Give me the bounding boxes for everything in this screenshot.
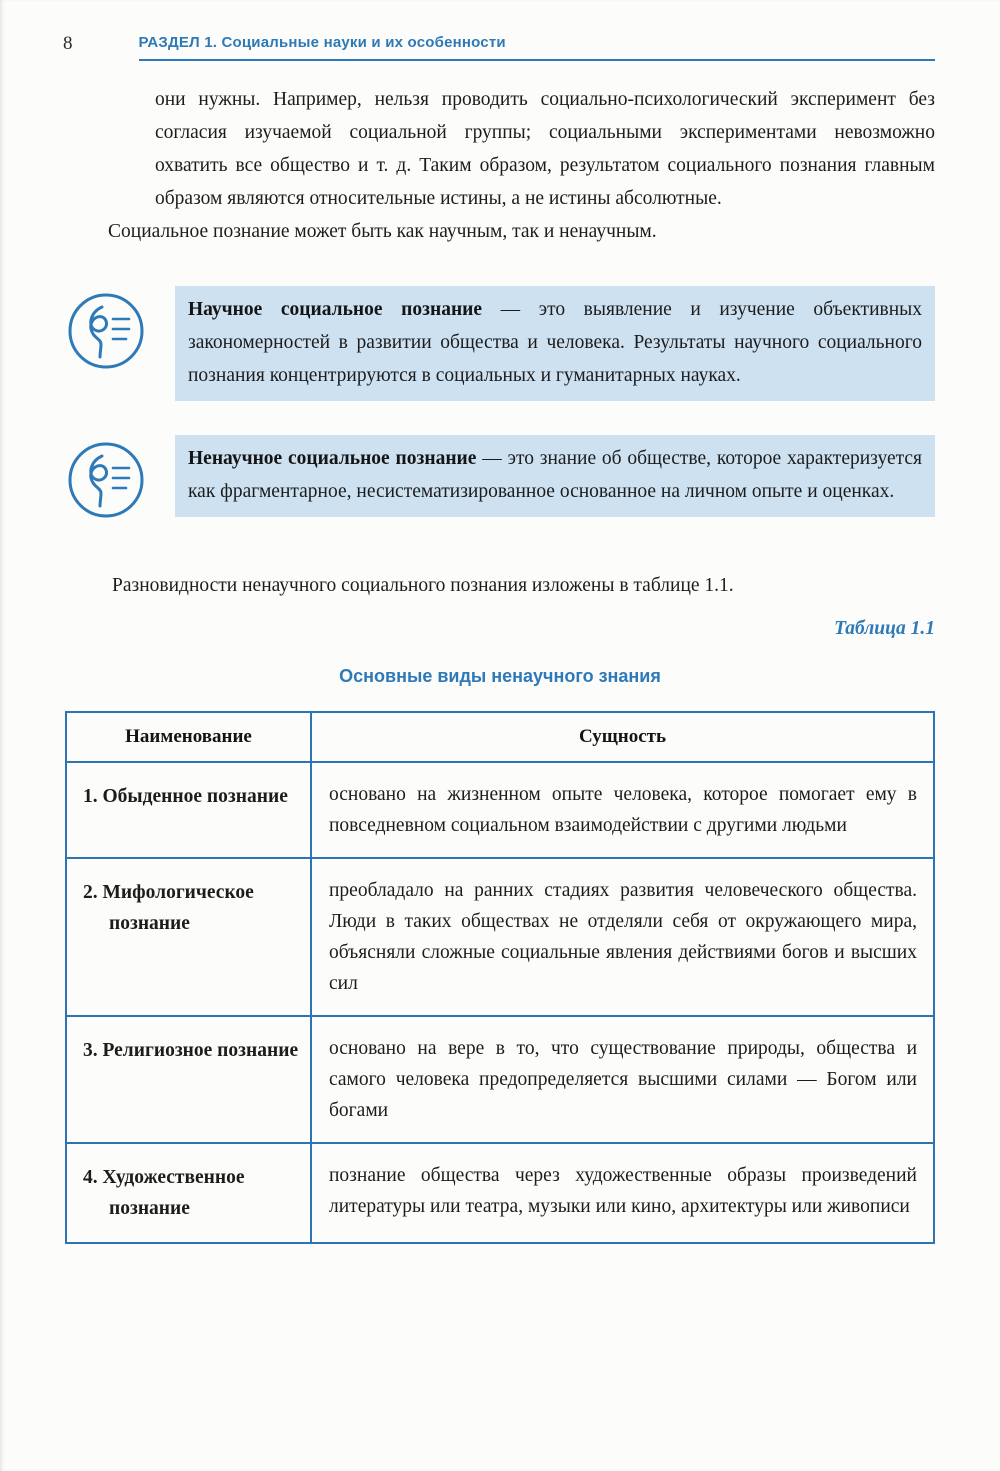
row-essence: основано на жизненном опыте человека, которое помогает ему в повседневном социальном взаимодействии с другими людьми (311, 762, 934, 858)
row-name: 2. Мифологическое познание (66, 858, 311, 1016)
paragraph: Разновидности ненаучного социального познания изложены в таблице 1.1. (112, 575, 734, 596)
table-row (66, 858, 934, 1016)
running-header-text: РАЗДЕЛ 1. Социальные науки и их особенности (138, 34, 506, 51)
column-header-essence: Сущность (311, 712, 934, 762)
column-header-name: Наименование (66, 712, 311, 762)
page-header (0, 0, 1000, 61)
table-caption: Таблица 1.1 (834, 618, 935, 639)
row-name: 1. Обыденное познание (66, 762, 311, 858)
paragraph: Социальное познание может быть как научным, так и ненаучным. (108, 221, 657, 242)
table-row (66, 1016, 934, 1143)
table-header-row (66, 712, 934, 762)
paragraph-continued: они нужны. Например, нельзя проводить социально-психологический эксперимент без согласия изучаемой социальной группы; социальными экспериментами невозможно охватить все общество и т. д. Таким образом, результатом социального познания главным образом являются относительные истины, а не истины абсолютные. (155, 89, 935, 209)
table-row (66, 762, 934, 858)
definition-box-nonscientific (65, 435, 935, 521)
page-number: 8 (63, 33, 73, 54)
running-header (139, 34, 936, 61)
table-row (66, 1143, 934, 1243)
row-name: 3. Религиозное познание (66, 1016, 311, 1143)
nonscientific-knowledge-table (65, 711, 935, 1244)
row-essence: основано на вере в то, что существование природы, общества и самого человека предопределяется высшими силами — Богом или богами (311, 1016, 934, 1143)
definition-text (175, 286, 935, 401)
row-essence: познание общества через художественные образы произведений литературы или театра, музыки или кино, архитектуры или живописи (311, 1143, 934, 1243)
knot-icon (65, 290, 147, 372)
definition-text (175, 435, 935, 517)
definition-box-scientific (65, 286, 935, 401)
row-essence: преобладало на ранних стадиях развития человеческого общества. Люди в таких обществах не отделяли себя от окружающего мира, объясняли сложные социальные явления действиями богов и высших сил (311, 858, 934, 1016)
table-title: Основные виды ненаучного знания (339, 666, 661, 686)
definition-term: Ненаучное социальное познание (188, 448, 477, 469)
definition-body: — это знание об обществе, которое характеризуется как фрагментарное, несистематизированное основанное на личном опыте и оценках. (188, 448, 922, 502)
definition-term: Научное социальное познание (188, 299, 483, 320)
definition-body: — это выявление и изучение объективных закономерностей в развитии общества и человека. Результаты научного социального познания концентрируются в социальных и гуманитарных науках. (188, 299, 922, 386)
knot-icon (65, 439, 147, 521)
row-name: 4. Художественное познание (66, 1143, 311, 1243)
